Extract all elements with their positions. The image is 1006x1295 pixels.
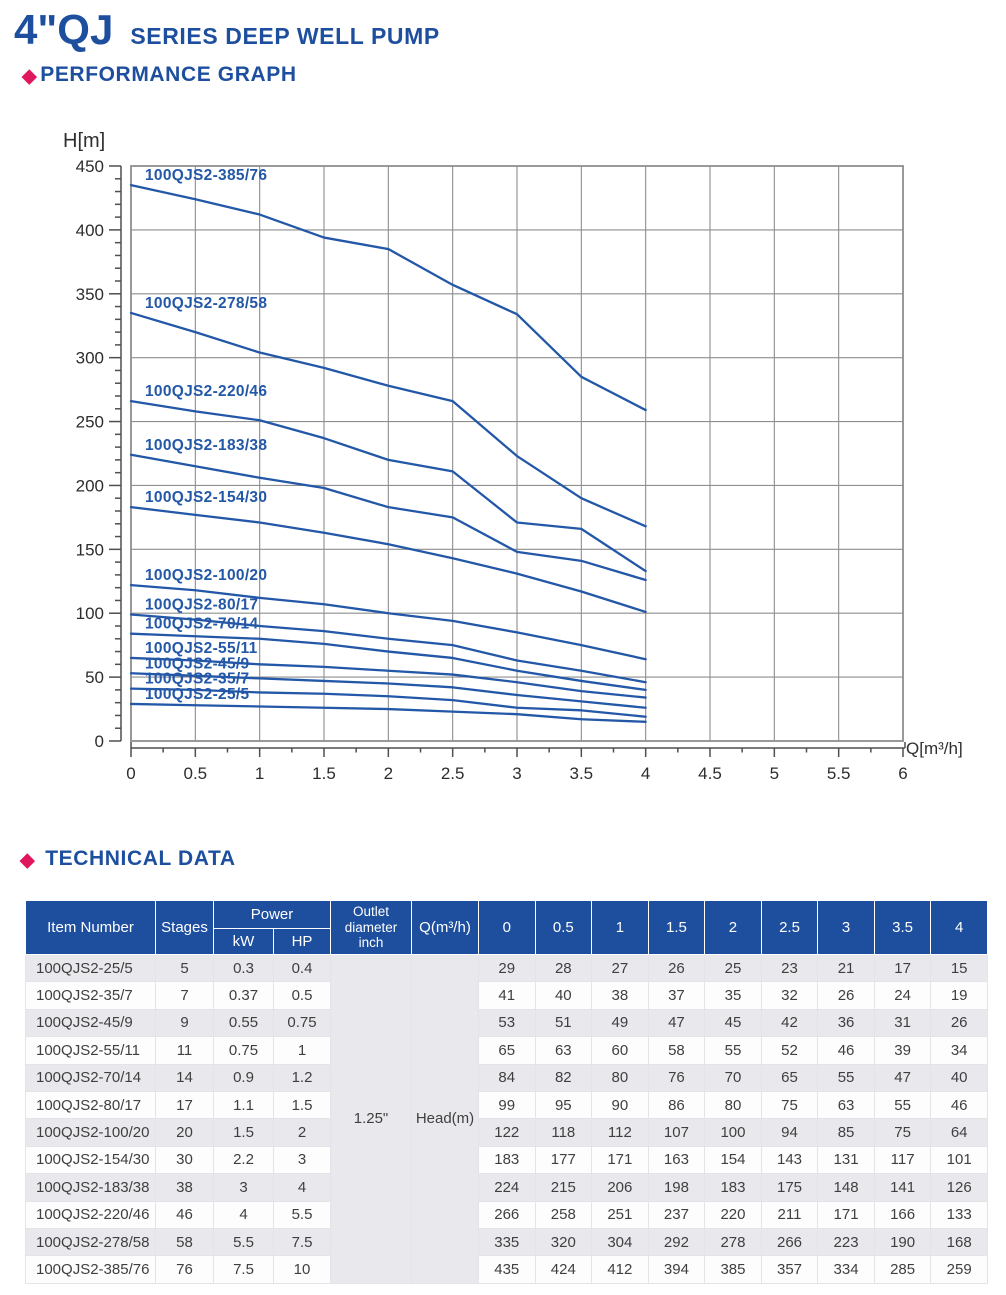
head-value-cell: 266 bbox=[761, 1228, 818, 1255]
col-header-q-value: 1.5 bbox=[648, 901, 705, 955]
head-value-cell: 47 bbox=[874, 1064, 931, 1091]
table-row bbox=[26, 1009, 988, 1036]
stages-cell: 38 bbox=[156, 1174, 214, 1201]
head-value-cell: 394 bbox=[648, 1256, 705, 1283]
y-tick-label: 350 bbox=[75, 284, 104, 304]
head-value-cell: 190 bbox=[874, 1228, 931, 1255]
head-value-cell: 385 bbox=[705, 1256, 762, 1283]
head-value-cell: 49 bbox=[592, 1009, 649, 1036]
head-value-cell: 94 bbox=[761, 1119, 818, 1146]
table-row bbox=[26, 1091, 988, 1118]
power-kw-cell: 2.2 bbox=[214, 1146, 274, 1173]
power-hp-cell: 1 bbox=[274, 1037, 331, 1064]
head-value-cell: 76 bbox=[648, 1064, 705, 1091]
head-value-cell: 183 bbox=[705, 1174, 762, 1201]
stages-cell: 20 bbox=[156, 1119, 214, 1146]
section-title: TECHNICAL DATA bbox=[45, 847, 236, 870]
x-tick-label: 4.5 bbox=[698, 764, 722, 783]
head-value-cell: 85 bbox=[818, 1119, 875, 1146]
head-value-cell: 143 bbox=[761, 1146, 818, 1173]
head-value-cell: 26 bbox=[818, 982, 875, 1009]
power-hp-cell: 3 bbox=[274, 1146, 331, 1173]
y-tick-label: 200 bbox=[75, 476, 104, 496]
head-value-cell: 28 bbox=[535, 955, 592, 982]
item-number-cell: 100QJS2-25/5 bbox=[26, 955, 156, 982]
head-value-cell: 122 bbox=[479, 1119, 536, 1146]
curve-label: 100QJS2-183/38 bbox=[145, 436, 268, 454]
head-value-cell: 75 bbox=[761, 1091, 818, 1118]
head-value-cell: 171 bbox=[592, 1146, 649, 1173]
head-value-cell: 47 bbox=[648, 1009, 705, 1036]
power-hp-cell: 0.75 bbox=[274, 1009, 331, 1036]
item-number-cell: 100QJS2-55/11 bbox=[26, 1037, 156, 1064]
head-value-cell: 141 bbox=[874, 1174, 931, 1201]
y-tick-label: 250 bbox=[75, 412, 104, 432]
stages-cell: 11 bbox=[156, 1037, 214, 1064]
head-value-cell: 95 bbox=[535, 1091, 592, 1118]
head-value-cell: 25 bbox=[705, 955, 762, 982]
col-header-q-value: 2.5 bbox=[761, 901, 818, 955]
col-header-item-number: Item Number bbox=[26, 901, 156, 955]
x-tick-label: 3 bbox=[512, 764, 522, 783]
power-hp-cell: 0.4 bbox=[274, 955, 331, 982]
head-value-cell: 126 bbox=[931, 1174, 988, 1201]
curve-label: 100QJS2-100/20 bbox=[145, 567, 268, 585]
head-value-cell: 90 bbox=[592, 1091, 649, 1118]
y-axis-title: H[m] bbox=[63, 130, 106, 152]
power-kw-cell: 5.5 bbox=[214, 1228, 274, 1255]
head-value-cell: 52 bbox=[761, 1037, 818, 1064]
head-value-cell: 148 bbox=[818, 1174, 875, 1201]
y-tick-label: 50 bbox=[85, 668, 104, 688]
diamond-icon: ◆ bbox=[20, 849, 36, 871]
head-value-cell: 45 bbox=[705, 1009, 762, 1036]
power-kw-cell: 0.37 bbox=[214, 982, 274, 1009]
head-value-cell: 175 bbox=[761, 1174, 818, 1201]
stages-cell: 14 bbox=[156, 1064, 214, 1091]
table-body bbox=[26, 955, 988, 1284]
curve-label: 100QJS2-278/58 bbox=[145, 294, 268, 312]
curve-label: 100QJS2-70/14 bbox=[145, 615, 259, 633]
head-value-cell: 53 bbox=[479, 1009, 536, 1036]
table-row bbox=[26, 1201, 988, 1228]
stages-cell: 76 bbox=[156, 1256, 214, 1283]
head-value-cell: 177 bbox=[535, 1146, 592, 1173]
head-value-cell: 37 bbox=[648, 982, 705, 1009]
power-kw-cell: 0.55 bbox=[214, 1009, 274, 1036]
x-tick-label: 4 bbox=[640, 764, 651, 783]
table-row bbox=[26, 1146, 988, 1173]
head-value-cell: 118 bbox=[535, 1119, 592, 1146]
stages-cell: 17 bbox=[156, 1091, 214, 1118]
col-header-power: Power bbox=[214, 901, 331, 929]
curve-label: 100QJS2-25/5 bbox=[145, 685, 250, 703]
table-row bbox=[26, 1174, 988, 1201]
head-value-cell: 223 bbox=[818, 1228, 875, 1255]
head-value-cell: 63 bbox=[535, 1037, 592, 1064]
head-value-cell: 80 bbox=[592, 1064, 649, 1091]
curve-label: 100QJS2-220/46 bbox=[145, 383, 268, 401]
product-series-name: SERIES DEEP WELL PUMP bbox=[130, 23, 440, 49]
head-unit-label: Head(m) bbox=[412, 955, 479, 1284]
head-value-cell: 39 bbox=[874, 1037, 931, 1064]
x-tick-label: 5.5 bbox=[826, 764, 851, 783]
power-kw-cell: 1.5 bbox=[214, 1119, 274, 1146]
head-value-cell: 29 bbox=[479, 955, 536, 982]
head-value-cell: 183 bbox=[479, 1146, 536, 1173]
head-value-cell: 46 bbox=[818, 1037, 875, 1064]
head-value-cell: 304 bbox=[592, 1228, 649, 1255]
item-number-cell: 100QJS2-100/20 bbox=[26, 1119, 156, 1146]
head-value-cell: 65 bbox=[479, 1037, 536, 1064]
col-header-q-value: 3.5 bbox=[874, 901, 931, 955]
head-value-cell: 24 bbox=[874, 982, 931, 1009]
col-header-stages: Stages bbox=[156, 901, 214, 955]
head-value-cell: 320 bbox=[535, 1228, 592, 1255]
curve-label: 100QJS2-45/9 bbox=[145, 655, 250, 673]
head-value-cell: 46 bbox=[931, 1091, 988, 1118]
head-value-cell: 36 bbox=[818, 1009, 875, 1036]
item-number-cell: 100QJS2-70/14 bbox=[26, 1064, 156, 1091]
x-tick-label: 2.5 bbox=[440, 764, 465, 783]
x-tick-label: 6 bbox=[898, 764, 908, 783]
head-value-cell: 64 bbox=[931, 1119, 988, 1146]
head-value-cell: 35 bbox=[705, 982, 762, 1009]
head-value-cell: 51 bbox=[535, 1009, 592, 1036]
product-series-code: 4"QJ bbox=[14, 6, 114, 53]
stages-cell: 7 bbox=[156, 982, 214, 1009]
head-value-cell: 334 bbox=[818, 1256, 875, 1283]
x-tick-label: 1.5 bbox=[312, 764, 336, 783]
table-header bbox=[26, 901, 988, 955]
col-header-q-value: 2 bbox=[705, 901, 762, 955]
col-header-flow-q: Q(m³/h) bbox=[412, 901, 479, 955]
col-header-q-value: 0 bbox=[479, 901, 536, 955]
head-value-cell: 412 bbox=[592, 1256, 649, 1283]
head-value-cell: 80 bbox=[705, 1091, 762, 1118]
x-tick-label: 1 bbox=[254, 764, 265, 783]
head-value-cell: 82 bbox=[535, 1064, 592, 1091]
power-kw-cell: 0.3 bbox=[214, 955, 274, 982]
head-value-cell: 166 bbox=[874, 1201, 931, 1228]
head-value-cell: 32 bbox=[761, 982, 818, 1009]
y-tick-label: 450 bbox=[75, 157, 104, 176]
performance-chart bbox=[0, 118, 1006, 800]
y-tick-label: 100 bbox=[75, 604, 104, 624]
stages-cell: 9 bbox=[156, 1009, 214, 1036]
power-kw-cell: 0.75 bbox=[214, 1037, 274, 1064]
head-value-cell: 171 bbox=[818, 1201, 875, 1228]
item-number-cell: 100QJS2-183/38 bbox=[26, 1174, 156, 1201]
x-tick-label: 0 bbox=[126, 764, 136, 783]
outlet-diameter-value: 1.25" bbox=[331, 955, 412, 1284]
section-heading-performance-graph bbox=[22, 63, 297, 87]
head-value-cell: 19 bbox=[931, 982, 988, 1009]
head-value-cell: 292 bbox=[648, 1228, 705, 1255]
x-tick-label: 0.5 bbox=[183, 764, 208, 783]
section-heading-technical-data bbox=[20, 847, 236, 871]
x-tick-label: 3.5 bbox=[569, 764, 594, 783]
head-value-cell: 58 bbox=[648, 1037, 705, 1064]
head-value-cell: 259 bbox=[931, 1256, 988, 1283]
head-value-cell: 84 bbox=[479, 1064, 536, 1091]
head-value-cell: 435 bbox=[479, 1256, 536, 1283]
head-value-cell: 75 bbox=[874, 1119, 931, 1146]
y-tick-label: 150 bbox=[75, 540, 104, 560]
head-value-cell: 63 bbox=[818, 1091, 875, 1118]
head-value-cell: 285 bbox=[874, 1256, 931, 1283]
power-hp-cell: 2 bbox=[274, 1119, 331, 1146]
curve-label: 100QJS2-80/17 bbox=[145, 596, 259, 614]
head-value-cell: 60 bbox=[592, 1037, 649, 1064]
col-header-kw: kW bbox=[214, 929, 274, 955]
head-value-cell: 117 bbox=[874, 1146, 931, 1173]
head-value-cell: 112 bbox=[592, 1119, 649, 1146]
head-value-cell: 258 bbox=[535, 1201, 592, 1228]
power-hp-cell: 1.5 bbox=[274, 1091, 331, 1118]
head-value-cell: 17 bbox=[874, 955, 931, 982]
diamond-icon: ◆ bbox=[22, 65, 38, 87]
y-tick-label: 0 bbox=[94, 732, 104, 751]
head-value-cell: 55 bbox=[874, 1091, 931, 1118]
curve-label: 100QJS2-35/7 bbox=[145, 670, 250, 688]
page-title bbox=[14, 6, 440, 54]
power-hp-cell: 1.2 bbox=[274, 1064, 331, 1091]
power-kw-cell: 7.5 bbox=[214, 1256, 274, 1283]
table-row bbox=[26, 982, 988, 1009]
head-value-cell: 101 bbox=[931, 1146, 988, 1173]
head-value-cell: 21 bbox=[818, 955, 875, 982]
curve-label: 100QJS2-385/76 bbox=[145, 167, 268, 185]
head-value-cell: 163 bbox=[648, 1146, 705, 1173]
head-value-cell: 34 bbox=[931, 1037, 988, 1064]
col-header-q-value: 0.5 bbox=[535, 901, 592, 955]
head-value-cell: 211 bbox=[761, 1201, 818, 1228]
stages-cell: 58 bbox=[156, 1228, 214, 1255]
head-value-cell: 31 bbox=[874, 1009, 931, 1036]
power-hp-cell: 7.5 bbox=[274, 1228, 331, 1255]
y-tick-label: 400 bbox=[75, 220, 104, 240]
head-value-cell: 100 bbox=[705, 1119, 762, 1146]
head-value-cell: 278 bbox=[705, 1228, 762, 1255]
head-value-cell: 220 bbox=[705, 1201, 762, 1228]
head-value-cell: 107 bbox=[648, 1119, 705, 1146]
stages-cell: 30 bbox=[156, 1146, 214, 1173]
item-number-cell: 100QJS2-154/30 bbox=[26, 1146, 156, 1173]
head-value-cell: 251 bbox=[592, 1201, 649, 1228]
head-value-cell: 133 bbox=[931, 1201, 988, 1228]
power-kw-cell: 3 bbox=[214, 1174, 274, 1201]
table-row bbox=[26, 1119, 988, 1146]
table-row bbox=[26, 1228, 988, 1255]
section-title: PERFORMANCE GRAPH bbox=[40, 63, 297, 86]
power-hp-cell: 4 bbox=[274, 1174, 331, 1201]
curve-label: 100QJS2-55/11 bbox=[145, 639, 258, 657]
item-number-cell: 100QJS2-80/17 bbox=[26, 1091, 156, 1118]
power-hp-cell: 0.5 bbox=[274, 982, 331, 1009]
col-header-q-value: 4 bbox=[931, 901, 988, 955]
item-number-cell: 100QJS2-35/7 bbox=[26, 982, 156, 1009]
head-value-cell: 215 bbox=[535, 1174, 592, 1201]
head-value-cell: 266 bbox=[479, 1201, 536, 1228]
head-value-cell: 198 bbox=[648, 1174, 705, 1201]
x-tick-label: 2 bbox=[383, 764, 394, 783]
head-value-cell: 65 bbox=[761, 1064, 818, 1091]
head-value-cell: 55 bbox=[818, 1064, 875, 1091]
col-header-q-value: 3 bbox=[818, 901, 875, 955]
power-hp-cell: 10 bbox=[274, 1256, 331, 1283]
head-value-cell: 15 bbox=[931, 955, 988, 982]
power-kw-cell: 1.1 bbox=[214, 1091, 274, 1118]
head-value-cell: 70 bbox=[705, 1064, 762, 1091]
head-value-cell: 154 bbox=[705, 1146, 762, 1173]
head-value-cell: 424 bbox=[535, 1256, 592, 1283]
head-value-cell: 86 bbox=[648, 1091, 705, 1118]
power-hp-cell: 5.5 bbox=[274, 1201, 331, 1228]
col-header-hp: HP bbox=[274, 929, 331, 955]
head-value-cell: 55 bbox=[705, 1037, 762, 1064]
head-value-cell: 131 bbox=[818, 1146, 875, 1173]
item-number-cell: 100QJS2-385/76 bbox=[26, 1256, 156, 1283]
head-value-cell: 206 bbox=[592, 1174, 649, 1201]
technical-data-table bbox=[25, 900, 988, 1284]
head-value-cell: 40 bbox=[931, 1064, 988, 1091]
item-number-cell: 100QJS2-45/9 bbox=[26, 1009, 156, 1036]
y-tick-label: 300 bbox=[75, 348, 104, 368]
head-value-cell: 42 bbox=[761, 1009, 818, 1036]
x-tick-label: 5 bbox=[769, 764, 780, 783]
power-kw-cell: 4 bbox=[214, 1201, 274, 1228]
head-value-cell: 38 bbox=[592, 982, 649, 1009]
item-number-cell: 100QJS2-220/46 bbox=[26, 1201, 156, 1228]
stages-cell: 5 bbox=[156, 955, 214, 982]
head-value-cell: 99 bbox=[479, 1091, 536, 1118]
head-value-cell: 168 bbox=[931, 1228, 988, 1255]
table-row bbox=[26, 1037, 988, 1064]
table-row bbox=[26, 1064, 988, 1091]
head-value-cell: 237 bbox=[648, 1201, 705, 1228]
head-value-cell: 41 bbox=[479, 982, 536, 1009]
table-row bbox=[26, 955, 988, 982]
head-value-cell: 335 bbox=[479, 1228, 536, 1255]
stages-cell: 46 bbox=[156, 1201, 214, 1228]
head-value-cell: 26 bbox=[648, 955, 705, 982]
power-kw-cell: 0.9 bbox=[214, 1064, 274, 1091]
head-value-cell: 27 bbox=[592, 955, 649, 982]
x-axis-title: Q[m³/h] bbox=[906, 739, 963, 758]
table-row bbox=[26, 1256, 988, 1283]
head-value-cell: 23 bbox=[761, 955, 818, 982]
head-value-cell: 357 bbox=[761, 1256, 818, 1283]
head-value-cell: 40 bbox=[535, 982, 592, 1009]
item-number-cell: 100QJS2-278/58 bbox=[26, 1228, 156, 1255]
col-header-outlet-diameter: Outlet diameter inch bbox=[331, 901, 412, 955]
col-header-q-value: 1 bbox=[592, 901, 649, 955]
curve-label: 100QJS2-154/30 bbox=[145, 489, 268, 507]
head-value-cell: 26 bbox=[931, 1009, 988, 1036]
head-value-cell: 224 bbox=[479, 1174, 536, 1201]
